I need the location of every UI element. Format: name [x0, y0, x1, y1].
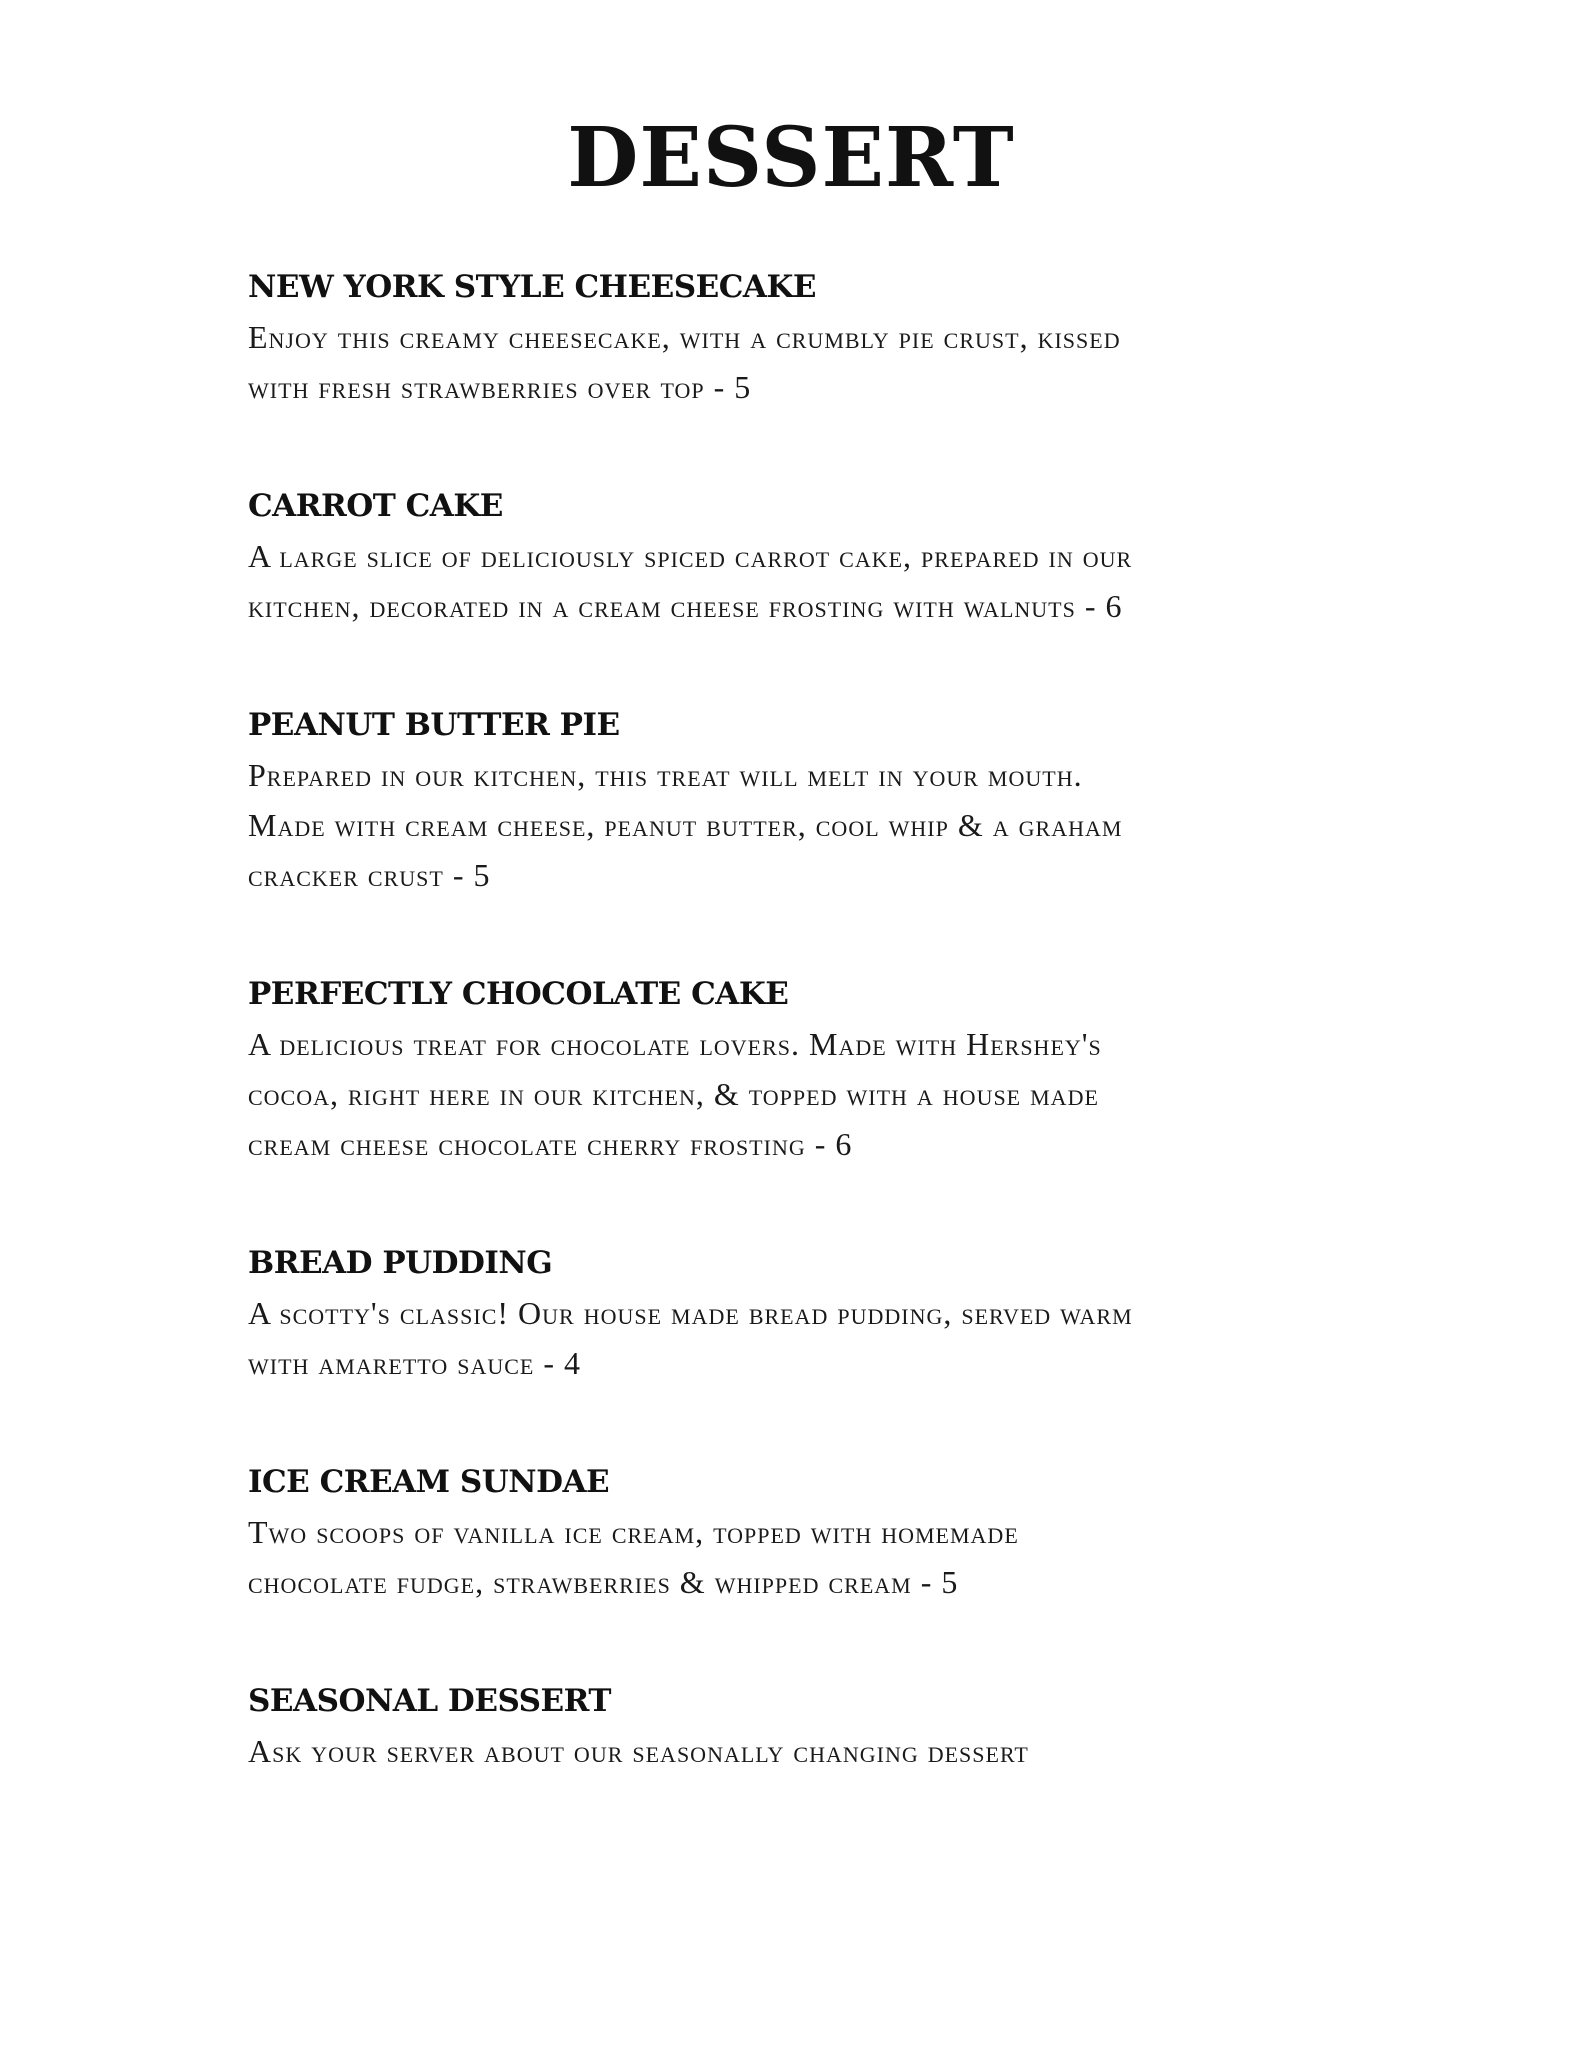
item-description: Ask your server about our seasonally changing dessert [248, 1733, 1029, 1769]
menu-item-seasonal-dessert [248, 1676, 1368, 1895]
item-name: CARROT CAKE [248, 488, 503, 524]
item-description: Prepared in our kitchen, this treat will melt in your mouth. Made with cream cheese, peanut butter, cool whip & a graham cracker crust - 5 [248, 757, 1123, 893]
item-description: A delicious treat for chocolate lovers. Made with Hershey's cocoa, right here in our kitchen, & topped with a house made cream cheese chocolate cherry frosting - 6 [248, 1026, 1102, 1162]
menu-item-peanut-butter-pie [248, 700, 1368, 969]
menu-item-ice-cream-sundae [248, 1457, 1368, 1676]
item-description: Enjoy this creamy cheesecake, with a crumbly pie crust, kissed with fresh strawberries over top - 5 [248, 319, 1121, 405]
dessert-list [248, 262, 1368, 1895]
item-description: A large slice of deliciously spiced carrot cake, prepared in our kitchen, decorated in a cream cheese frosting with walnuts - 6 [248, 538, 1133, 624]
item-name: ICE CREAM SUNDAE [248, 1464, 610, 1500]
menu-item-bread-pudding [248, 1238, 1368, 1457]
menu-item-chocolate-cake [248, 969, 1368, 1238]
menu-item-cheesecake [248, 262, 1368, 481]
item-name: NEW YORK STYLE CHEESECAKE [248, 269, 817, 305]
page-title: DESSERT [567, 110, 1015, 206]
item-name: SEASONAL DESSERT [248, 1683, 611, 1719]
item-description: Two scoops of vanilla ice cream, topped with homemade chocolate fudge, strawberries & whipped cream - 5 [248, 1514, 1019, 1600]
item-name: BREAD PUDDING [248, 1245, 553, 1281]
item-name: PERFECTLY CHOCOLATE CAKE [248, 976, 789, 1012]
menu-item-carrot-cake [248, 481, 1368, 700]
item-name: PEANUT BUTTER PIE [248, 707, 620, 743]
item-description: A scotty's classic! Our house made bread pudding, served warm with amaretto sauce - 4 [248, 1295, 1133, 1381]
